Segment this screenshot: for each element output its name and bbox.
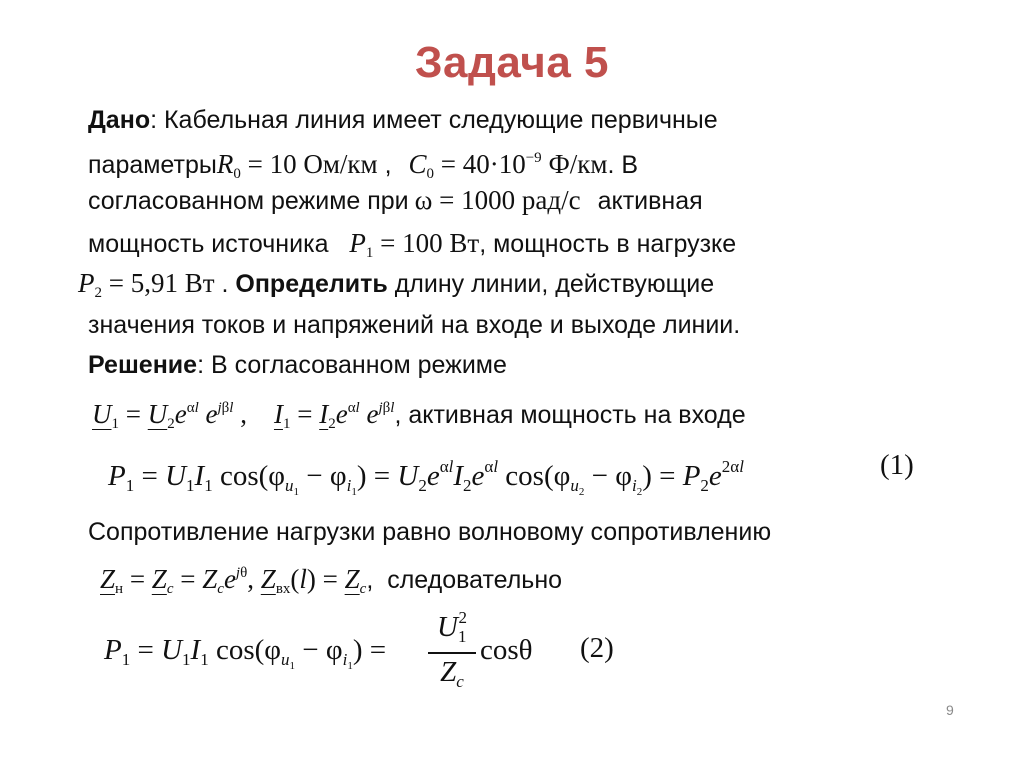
given-line-2 xyxy=(88,143,638,189)
given-line-2-end: . В xyxy=(607,151,639,179)
mode-text: согласованном режиме при xyxy=(88,187,409,215)
currents-text: значения токов и напряжений на входе и выходе линии xyxy=(88,311,734,339)
equation-2-number: (2) xyxy=(580,632,614,664)
page-number: 9 xyxy=(946,702,954,718)
solution-line xyxy=(88,350,507,380)
period: . xyxy=(733,311,741,339)
given-line-1 xyxy=(88,105,718,135)
dot: . xyxy=(214,270,236,298)
solution-intro: : В согласованном режиме xyxy=(197,351,507,379)
omega-formula: ω = 1000 рад/с xyxy=(414,185,581,215)
solution-label: Решение xyxy=(88,351,198,379)
r0-formula: $R_0 = 10$ Ом/км xyxy=(216,149,378,182)
p2-formula: $P_2 = 5,91$ Вт xyxy=(78,268,215,301)
given-line-5 xyxy=(78,268,714,308)
hence-comma: , xyxy=(366,566,388,594)
equation-2-numerator: $U_1^2$ xyxy=(437,608,467,646)
equation-2-denominator: $Z_c$ xyxy=(440,656,464,691)
c0-formula: $C_0 = 40\cdot 10^{-9}$ Ф/км xyxy=(408,149,608,182)
slide-title: Задача 5 xyxy=(414,38,610,87)
given-line-3 xyxy=(88,185,703,216)
impedance-line xyxy=(100,558,562,604)
equation-2-left: $P_1 = U_1I_1$ $\cos(\varphi_{u_1} - \varphi_{i_1})$ = xyxy=(104,634,387,672)
determine-text: длину линии, действующие xyxy=(387,270,715,298)
given-text-1: : Кабельная линия имеет следующие первичные xyxy=(150,106,718,134)
voltage-current-line xyxy=(92,393,746,439)
active-word: активная xyxy=(597,187,703,215)
source-power-text: мощность источника xyxy=(88,230,329,258)
load-power-text: , мощность в нагрузке xyxy=(479,230,737,258)
given-label: Дано xyxy=(88,106,151,134)
impedance-equation: $Z_н = Z_c = Z_ce^{j\theta}$, $Z_{вх}(l) = Z_c$ xyxy=(100,564,367,597)
load-text: Сопротивление нагрузки равно волновому сопротивлению xyxy=(88,518,772,546)
u1-equation: $U_1 = U_2e^{\alpha l}$ $e^{j\beta l}$ , $I_1 = I_2e^{\alpha l}$ $e^{j\beta l}$ xyxy=(92,399,395,432)
active-power-text: , активная мощность на входе xyxy=(394,401,746,429)
equation-2-fraction-bar xyxy=(428,652,476,654)
comma: , xyxy=(377,151,392,179)
params-label: параметры xyxy=(88,151,217,179)
p1-formula: $P_1 = 100$ Вт xyxy=(349,228,480,261)
equation-1-number: (1) xyxy=(880,449,914,481)
equation-2-right: cosθ xyxy=(480,634,533,666)
given-line-6 xyxy=(88,310,740,340)
hence-text: следовательно xyxy=(387,566,563,594)
load-text-line xyxy=(88,517,771,547)
given-line-4 xyxy=(88,228,736,268)
equation-1: $P_1 = U_1I_1$ $\cos(\varphi_{u_1} - \varphi_{i_1}) = U_2e^{\alpha l}I_2e^{\alpha l}$ $\cos(\varphi_{u_2} - \varphi_{i_2}) = P_2e^{2\alpha l}$ xyxy=(108,457,744,498)
determine-label: Определить xyxy=(235,270,388,298)
